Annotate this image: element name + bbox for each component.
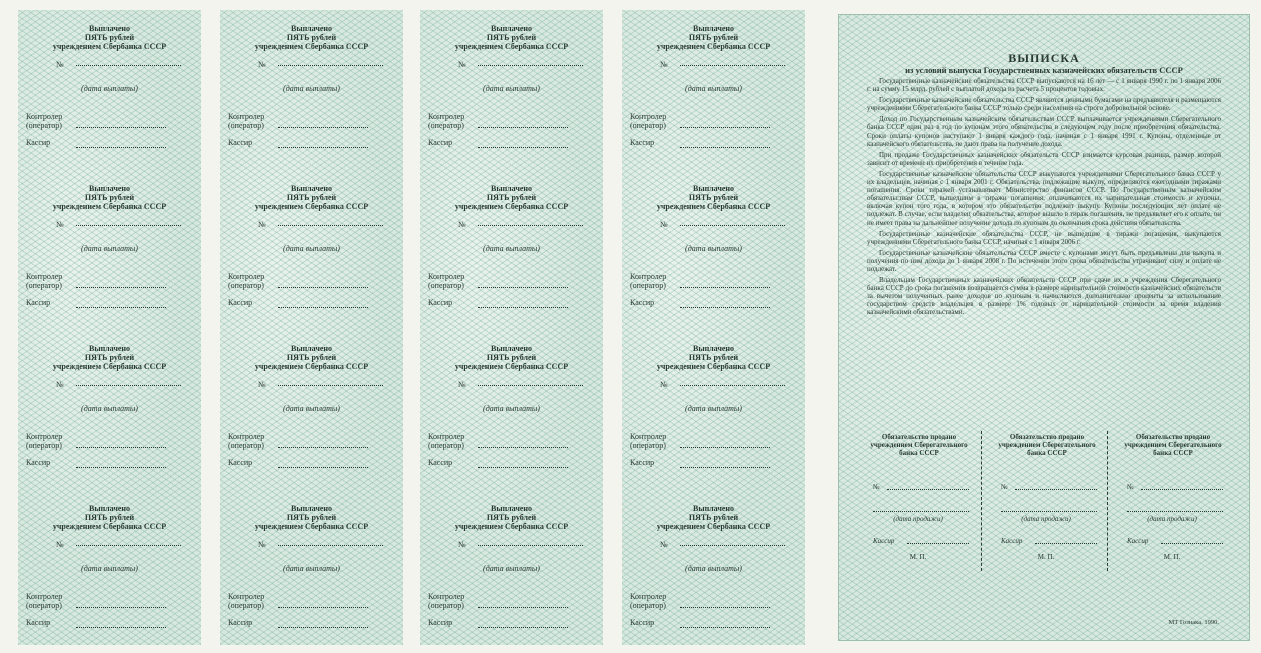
coupon-amount: ПЯТЬ рублей bbox=[486, 33, 537, 42]
controller-label: Контролер bbox=[630, 432, 667, 441]
coupon-number-label: № bbox=[660, 220, 668, 229]
coupon-cashier-label: Кассир bbox=[26, 618, 51, 627]
controller-label: Контролер bbox=[630, 272, 667, 281]
coupon-controller bbox=[428, 432, 464, 450]
coupon-amount: ПЯТЬ рублей bbox=[84, 193, 135, 202]
coupon-strip bbox=[18, 10, 201, 645]
coupon-controller bbox=[630, 592, 666, 610]
coupon-date-label: (дата выплаты) bbox=[685, 404, 742, 413]
coupon-number-label: № bbox=[258, 220, 266, 229]
coupon-institution: учреждением Сбербанка СССР bbox=[656, 522, 771, 531]
coupon-date-label: (дата выплаты) bbox=[283, 404, 340, 413]
controller-signature-line bbox=[478, 127, 568, 128]
coupon-number-line bbox=[478, 225, 583, 226]
controller-signature-line bbox=[680, 607, 770, 608]
coupon-paid-label: Выплачено bbox=[290, 504, 333, 513]
coupon-controller bbox=[630, 432, 666, 450]
coupon-heading bbox=[420, 344, 603, 371]
coupon-cashier-label: Кассир bbox=[428, 138, 453, 147]
coupon-amount: ПЯТЬ рублей bbox=[286, 353, 337, 362]
extract-title: ВЫПИСКА bbox=[1008, 51, 1080, 65]
coupon-heading bbox=[622, 24, 805, 51]
coupon bbox=[220, 170, 403, 328]
coupon-date-label: (дата выплаты) bbox=[685, 244, 742, 253]
coupon-amount: ПЯТЬ рублей bbox=[688, 193, 739, 202]
coupon-number-line bbox=[76, 225, 181, 226]
coupon-cashier-label: Кассир bbox=[26, 298, 51, 307]
coupon-cashier-label: Кассир bbox=[26, 458, 51, 467]
controller-signature-line bbox=[76, 287, 166, 288]
coupon-date-label: (дата выплаты) bbox=[685, 564, 742, 573]
coupon bbox=[18, 490, 201, 648]
coupon-heading bbox=[420, 184, 603, 211]
printer-imprint: МТ Гознака. 1990. bbox=[1168, 619, 1219, 626]
extract-paragraph: Государственные казначейские обязательства СССР вместе с купонами могут быть предъявлены для выкупа и получения по ним дохода до 1 января 2008 г. По истечении этого срока обязательства утрачивают силу и оплате не подлежат. bbox=[867, 248, 1221, 273]
coupon-paid-label: Выплачено bbox=[88, 504, 131, 513]
cashier-signature-line bbox=[680, 307, 770, 308]
coupon-number-label: № bbox=[56, 220, 64, 229]
coupon-institution: учреждением Сбербанка СССР bbox=[52, 362, 167, 371]
coupon-cashier-label: Кассир bbox=[428, 458, 453, 467]
coupon-number-line bbox=[76, 65, 181, 66]
coupon-controller bbox=[228, 112, 264, 130]
coupon bbox=[622, 490, 805, 648]
cashier-line bbox=[1161, 543, 1223, 544]
cashier-signature-line bbox=[478, 307, 568, 308]
cashier-line bbox=[1035, 543, 1097, 544]
coupon-institution: учреждением Сбербанка СССР bbox=[656, 202, 771, 211]
coupon-heading bbox=[622, 184, 805, 211]
coupon-number-label: № bbox=[56, 380, 64, 389]
coupon-date-label: (дата выплаты) bbox=[81, 244, 138, 253]
number-label: № bbox=[873, 483, 880, 491]
coupon-paid-label: Выплачено bbox=[692, 344, 735, 353]
date-line bbox=[873, 511, 969, 512]
controller-signature-line bbox=[76, 127, 166, 128]
operator-label: (оператор) bbox=[630, 121, 666, 130]
coupon-number-line bbox=[76, 385, 181, 386]
extract-paragraph: Государственные казначейские обязательства СССР выкупаются учреждениями Сберегательного банка СССР у их владельцев, начиная с 1 января 2001 г. Обязательства, подлежащие выкупу, определяются ежегодными тиражами погашения. Сроки тиражей устанавливает Министерство финансов СССР. По Государственным казначейским обязательствам СССР, вышедшим в тиражи погашения, оплачиваются их нарицательная стоимость и купоны, включая купон того года, в котором это обязательство подлежит выкупу. Купоны последующих лет оплате не подлежат. В случае, если владелец обязательства, которое вышло в тираж погашения, не предъявляет его к оплате, он не имеет права на дальнейшее получение дохода по купонам до окончания срока действия обязательства. bbox=[867, 169, 1221, 227]
controller-signature-line bbox=[278, 127, 368, 128]
coupon-heading bbox=[420, 24, 603, 51]
coupon-institution: учреждением Сбербанка СССР bbox=[656, 42, 771, 51]
sale-heading: Обязательство продано учреждением Сберегательного банка СССР bbox=[870, 433, 968, 457]
coupon-paid-label: Выплачено bbox=[490, 184, 533, 193]
coupon-number-label: № bbox=[56, 540, 64, 549]
coupon-date-label: (дата выплаты) bbox=[81, 84, 138, 93]
coupon-number-line bbox=[680, 385, 785, 386]
coupon-amount: ПЯТЬ рублей bbox=[286, 33, 337, 42]
coupon bbox=[220, 10, 403, 168]
operator-label: (оператор) bbox=[26, 281, 62, 290]
coupon-paid-label: Выплачено bbox=[490, 344, 533, 353]
coupon-institution: учреждением Сбербанка СССР bbox=[52, 202, 167, 211]
coupon-paid-label: Выплачено bbox=[692, 184, 735, 193]
coupon-number-line bbox=[478, 65, 583, 66]
operator-label: (оператор) bbox=[428, 441, 464, 450]
coupon-amount: ПЯТЬ рублей bbox=[486, 193, 537, 202]
extract-paragraph: Доход по Государственным казначейским обязательствам СССР выплачивается учреждениями Сберегательного банка СССР один раз в год по купонам этого обязательства в следующем году после приобретения обязательства. Сроки оплаты купонов наступают 1 января каждого года, начиная с 1 января 1991 г. Купоны, отделенные от казначейского обязательства, не дают права на получение дохода. bbox=[867, 115, 1221, 148]
coupon bbox=[420, 490, 603, 648]
controller-signature-line bbox=[278, 287, 368, 288]
coupon-strip bbox=[220, 10, 403, 645]
coupon-cashier-label: Кассир bbox=[630, 138, 655, 147]
coupon-date-label: (дата выплаты) bbox=[483, 564, 540, 573]
operator-label: (оператор) bbox=[630, 441, 666, 450]
coupon-cashier-label: Кассир bbox=[428, 298, 453, 307]
coupon-strip bbox=[622, 10, 805, 645]
operator-label: (оператор) bbox=[228, 281, 264, 290]
coupon-date-label: (дата выплаты) bbox=[483, 404, 540, 413]
operator-label: (оператор) bbox=[228, 441, 264, 450]
coupon-heading bbox=[18, 24, 201, 51]
coupon bbox=[18, 330, 201, 488]
coupon-institution: учреждением Сбербанка СССР bbox=[454, 362, 569, 371]
coupon bbox=[420, 10, 603, 168]
coupon-heading bbox=[18, 504, 201, 531]
coupon-paid-label: Выплачено bbox=[88, 184, 131, 193]
coupon-heading bbox=[220, 504, 403, 531]
cashier-signature-line bbox=[278, 307, 368, 308]
cashier-signature-line bbox=[76, 147, 166, 148]
cashier-label: Кассир bbox=[873, 537, 895, 545]
controller-signature-line bbox=[76, 447, 166, 448]
coupon-number-label: № bbox=[56, 60, 64, 69]
cashier-line bbox=[907, 543, 969, 544]
coupon-heading bbox=[622, 504, 805, 531]
controller-label: Контролер bbox=[228, 272, 265, 281]
coupon-institution: учреждением Сбербанка СССР bbox=[52, 522, 167, 531]
operator-label: (оператор) bbox=[26, 601, 62, 610]
coupon-number-line bbox=[278, 225, 383, 226]
operator-label: (оператор) bbox=[428, 601, 464, 610]
coupon-paid-label: Выплачено bbox=[88, 24, 131, 33]
cashier-signature-line bbox=[680, 147, 770, 148]
controller-label: Контролер bbox=[428, 272, 465, 281]
cashier-signature-line bbox=[76, 627, 166, 628]
controller-signature-line bbox=[278, 447, 368, 448]
coupon-date-label: (дата выплаты) bbox=[81, 404, 138, 413]
coupon-number-line bbox=[680, 65, 785, 66]
controller-signature-line bbox=[478, 287, 568, 288]
coupon-controller bbox=[428, 592, 464, 610]
coupon-amount: ПЯТЬ рублей bbox=[84, 353, 135, 362]
coupon bbox=[18, 170, 201, 328]
coupon-amount: ПЯТЬ рублей bbox=[84, 33, 135, 42]
extract-paragraph: Государственные казначейские обязательства СССР выпускаются на 16 лет — с 1 января 1990 г. по 1 января 2006 г. на сумму 15 млрд. рублей с выплатой дохода из расчета 5 процентов годовых. bbox=[867, 77, 1221, 94]
coupon-paid-label: Выплачено bbox=[290, 24, 333, 33]
cashier-signature-line bbox=[278, 627, 368, 628]
coupon-number-line bbox=[278, 65, 383, 66]
coupon-controller bbox=[26, 592, 62, 610]
coupon-amount: ПЯТЬ рублей bbox=[84, 513, 135, 522]
coupon-controller bbox=[228, 432, 264, 450]
extract-paragraph: При продаже Государственных казначейских обязательств СССР взимается курсовая разница, размер которой зависит от времени их приобретения в течение года. bbox=[867, 150, 1221, 167]
sale-heading: Обязательство продано учреждением Сберегательного банка СССР bbox=[998, 433, 1096, 457]
coupon-paid-label: Выплачено bbox=[490, 504, 533, 513]
seal-label: М. П. bbox=[909, 553, 927, 561]
coupon-amount: ПЯТЬ рублей bbox=[486, 353, 537, 362]
coupon-number-label: № bbox=[660, 60, 668, 69]
coupon-cashier-label: Кассир bbox=[428, 618, 453, 627]
operator-label: (оператор) bbox=[428, 281, 464, 290]
controller-signature-line bbox=[680, 447, 770, 448]
coupon-institution: учреждением Сбербанка СССР bbox=[254, 202, 369, 211]
coupon bbox=[622, 330, 805, 488]
coupon-controller bbox=[630, 272, 666, 290]
controller-label: Контролер bbox=[228, 432, 265, 441]
controller-label: Контролер bbox=[26, 592, 63, 601]
sale-date-label: (дата продажи) bbox=[1021, 515, 1071, 523]
coupon-number-label: № bbox=[458, 220, 466, 229]
coupon-paid-label: Выплачено bbox=[490, 24, 533, 33]
extract-paragraph: Государственные казначейские обязательства СССР, не вышедшие в тиражи погашения, выкупаются учреждениями Сберегательного банка СССР, начиная с 1 января 2006 г. bbox=[867, 229, 1221, 246]
number-label: № bbox=[1001, 483, 1008, 491]
coupon-cashier-label: Кассир bbox=[630, 458, 655, 467]
operator-label: (оператор) bbox=[428, 121, 464, 130]
coupon-paid-label: Выплачено bbox=[88, 344, 131, 353]
coupon-number-line bbox=[478, 545, 583, 546]
extract-text bbox=[867, 77, 1221, 320]
cashier-label: Кассир bbox=[1127, 537, 1149, 545]
date-line bbox=[1001, 511, 1097, 512]
coupon-amount: ПЯТЬ рублей bbox=[688, 513, 739, 522]
cashier-signature-line bbox=[278, 467, 368, 468]
coupon-number-label: № bbox=[458, 60, 466, 69]
coupon-controller bbox=[228, 592, 264, 610]
coupon-number-line bbox=[278, 545, 383, 546]
extract-paragraph: Владельцам Государственных казначейских обязательств СССР при сдаче их в учреждения Сберегательного банка СССР до срока погашения возвращается сумма в размере нарицательной стоимости казначейских обязательств за вычетом полученных ранее доходов по купонам и начисляются дополнительно проценты за использование государством средств владельцев в размере 1% годовых от нарицательной стоимости за время владения казначейскими обязательствами. bbox=[867, 276, 1221, 317]
coupon-paid-label: Выплачено bbox=[290, 344, 333, 353]
coupon-date-label: (дата выплаты) bbox=[81, 564, 138, 573]
coupon bbox=[220, 490, 403, 648]
coupon bbox=[420, 170, 603, 328]
coupon-institution: учреждением Сбербанка СССР bbox=[52, 42, 167, 51]
coupon-heading bbox=[220, 24, 403, 51]
coupon-paid-label: Выплачено bbox=[692, 504, 735, 513]
extract-paragraph: Государственные казначейские обязательства СССР являются ценными бумагами на предъявителя и размещаются учреждениями Сберегательного банка СССР только среди населения на строго добровольной основе. bbox=[867, 96, 1221, 113]
coupon-strip bbox=[420, 10, 603, 645]
coupon-number-line bbox=[680, 545, 785, 546]
coupon-amount: ПЯТЬ рублей bbox=[286, 513, 337, 522]
coupon-date-label: (дата выплаты) bbox=[685, 84, 742, 93]
cashier-signature-line bbox=[478, 627, 568, 628]
controller-label: Контролер bbox=[630, 112, 667, 121]
coupon-institution: учреждением Сбербанка СССР bbox=[254, 42, 369, 51]
controller-signature-line bbox=[76, 607, 166, 608]
coupon bbox=[420, 330, 603, 488]
controller-signature-line bbox=[478, 447, 568, 448]
sale-date-label: (дата продажи) bbox=[1147, 515, 1197, 523]
coupon-number-label: № bbox=[258, 380, 266, 389]
coupon-institution: учреждением Сбербанка СССР bbox=[656, 362, 771, 371]
cashier-signature-line bbox=[478, 147, 568, 148]
coupon-controller bbox=[26, 432, 62, 450]
coupon-cashier-label: Кассир bbox=[630, 618, 655, 627]
sale-column bbox=[987, 431, 1105, 583]
cashier-label: Кассир bbox=[1001, 537, 1023, 545]
cashier-signature-line bbox=[278, 147, 368, 148]
coupon-heading bbox=[420, 504, 603, 531]
coupon-number-label: № bbox=[258, 540, 266, 549]
coupon-paid-label: Выплачено bbox=[290, 184, 333, 193]
coupon-amount: ПЯТЬ рублей bbox=[688, 353, 739, 362]
coupon-number-label: № bbox=[660, 380, 668, 389]
controller-label: Контролер bbox=[428, 432, 465, 441]
number-line bbox=[1141, 489, 1223, 490]
coupon-date-label: (дата выплаты) bbox=[283, 564, 340, 573]
coupon-date-label: (дата выплаты) bbox=[283, 244, 340, 253]
extract-subtitle: из условий выпуска Государственных казначейских обязательств СССР bbox=[905, 65, 1183, 75]
coupon bbox=[622, 10, 805, 168]
number-label: № bbox=[1127, 483, 1134, 491]
cashier-signature-line bbox=[680, 467, 770, 468]
coupon-number-label: № bbox=[660, 540, 668, 549]
sale-column bbox=[1113, 431, 1231, 583]
coupon-number-label: № bbox=[458, 380, 466, 389]
coupon-cashier-label: Кассир bbox=[228, 618, 253, 627]
operator-label: (оператор) bbox=[26, 441, 62, 450]
number-line bbox=[887, 489, 969, 490]
cashier-signature-line bbox=[680, 627, 770, 628]
coupon-amount: ПЯТЬ рублей bbox=[486, 513, 537, 522]
operator-label: (оператор) bbox=[228, 601, 264, 610]
coupon-date-label: (дата выплаты) bbox=[283, 84, 340, 93]
operator-label: (оператор) bbox=[630, 601, 666, 610]
sale-heading: Обязательство продано учреждением Сберегательного банка СССР bbox=[1124, 433, 1222, 457]
date-line bbox=[1127, 511, 1223, 512]
coupon-amount: ПЯТЬ рублей bbox=[688, 33, 739, 42]
number-line bbox=[1015, 489, 1097, 490]
extract-panel bbox=[838, 14, 1250, 641]
controller-label: Контролер bbox=[428, 112, 465, 121]
coupon-heading bbox=[220, 344, 403, 371]
coupon-controller bbox=[26, 272, 62, 290]
coupon-paid-label: Выплачено bbox=[692, 24, 735, 33]
coupon-number-label: № bbox=[258, 60, 266, 69]
coupon bbox=[18, 10, 201, 168]
coupon-controller bbox=[26, 112, 62, 130]
coupon bbox=[622, 170, 805, 328]
controller-signature-line bbox=[278, 607, 368, 608]
coupon-cashier-label: Кассир bbox=[26, 138, 51, 147]
coupon-number-line bbox=[680, 225, 785, 226]
coupon-number-line bbox=[478, 385, 583, 386]
column-divider bbox=[1107, 431, 1108, 571]
coupon-amount: ПЯТЬ рублей bbox=[286, 193, 337, 202]
coupon-heading bbox=[622, 344, 805, 371]
coupon-institution: учреждением Сбербанка СССР bbox=[454, 42, 569, 51]
controller-label: Контролер bbox=[26, 112, 63, 121]
controller-label: Контролер bbox=[228, 112, 265, 121]
controller-signature-line bbox=[478, 607, 568, 608]
controller-label: Контролер bbox=[26, 432, 63, 441]
coupon-heading bbox=[220, 184, 403, 211]
coupon-institution: учреждением Сбербанка СССР bbox=[454, 202, 569, 211]
coupon-institution: учреждением Сбербанка СССР bbox=[454, 522, 569, 531]
controller-label: Контролер bbox=[228, 592, 265, 601]
cashier-signature-line bbox=[76, 467, 166, 468]
operator-label: (оператор) bbox=[228, 121, 264, 130]
sale-column bbox=[859, 431, 977, 583]
coupon-number-line bbox=[278, 385, 383, 386]
coupon bbox=[220, 330, 403, 488]
coupon-heading bbox=[18, 344, 201, 371]
coupon-institution: учреждением Сбербанка СССР bbox=[254, 522, 369, 531]
controller-label: Контролер bbox=[428, 592, 465, 601]
column-divider bbox=[981, 431, 982, 571]
coupon-date-label: (дата выплаты) bbox=[483, 84, 540, 93]
coupon-number-line bbox=[76, 545, 181, 546]
coupon-cashier-label: Кассир bbox=[228, 298, 253, 307]
coupon-cashier-label: Кассир bbox=[228, 458, 253, 467]
coupon-date-label: (дата выплаты) bbox=[483, 244, 540, 253]
coupon-controller bbox=[428, 112, 464, 130]
coupon-controller bbox=[228, 272, 264, 290]
seal-label: М. П. bbox=[1037, 553, 1055, 561]
sale-columns bbox=[859, 431, 1229, 583]
coupon-institution: учреждением Сбербанка СССР bbox=[254, 362, 369, 371]
controller-signature-line bbox=[680, 127, 770, 128]
controller-label: Контролер bbox=[630, 592, 667, 601]
operator-label: (оператор) bbox=[26, 121, 62, 130]
controller-label: Контролер bbox=[26, 272, 63, 281]
cashier-signature-line bbox=[478, 467, 568, 468]
controller-signature-line bbox=[680, 287, 770, 288]
sale-date-label: (дата продажи) bbox=[893, 515, 943, 523]
coupon-controller bbox=[630, 112, 666, 130]
coupon-cashier-label: Кассир bbox=[228, 138, 253, 147]
seal-label: М. П. bbox=[1163, 553, 1181, 561]
coupon-number-label: № bbox=[458, 540, 466, 549]
operator-label: (оператор) bbox=[630, 281, 666, 290]
coupon-cashier-label: Кассир bbox=[630, 298, 655, 307]
coupon-heading bbox=[18, 184, 201, 211]
cashier-signature-line bbox=[76, 307, 166, 308]
coupon-controller bbox=[428, 272, 464, 290]
